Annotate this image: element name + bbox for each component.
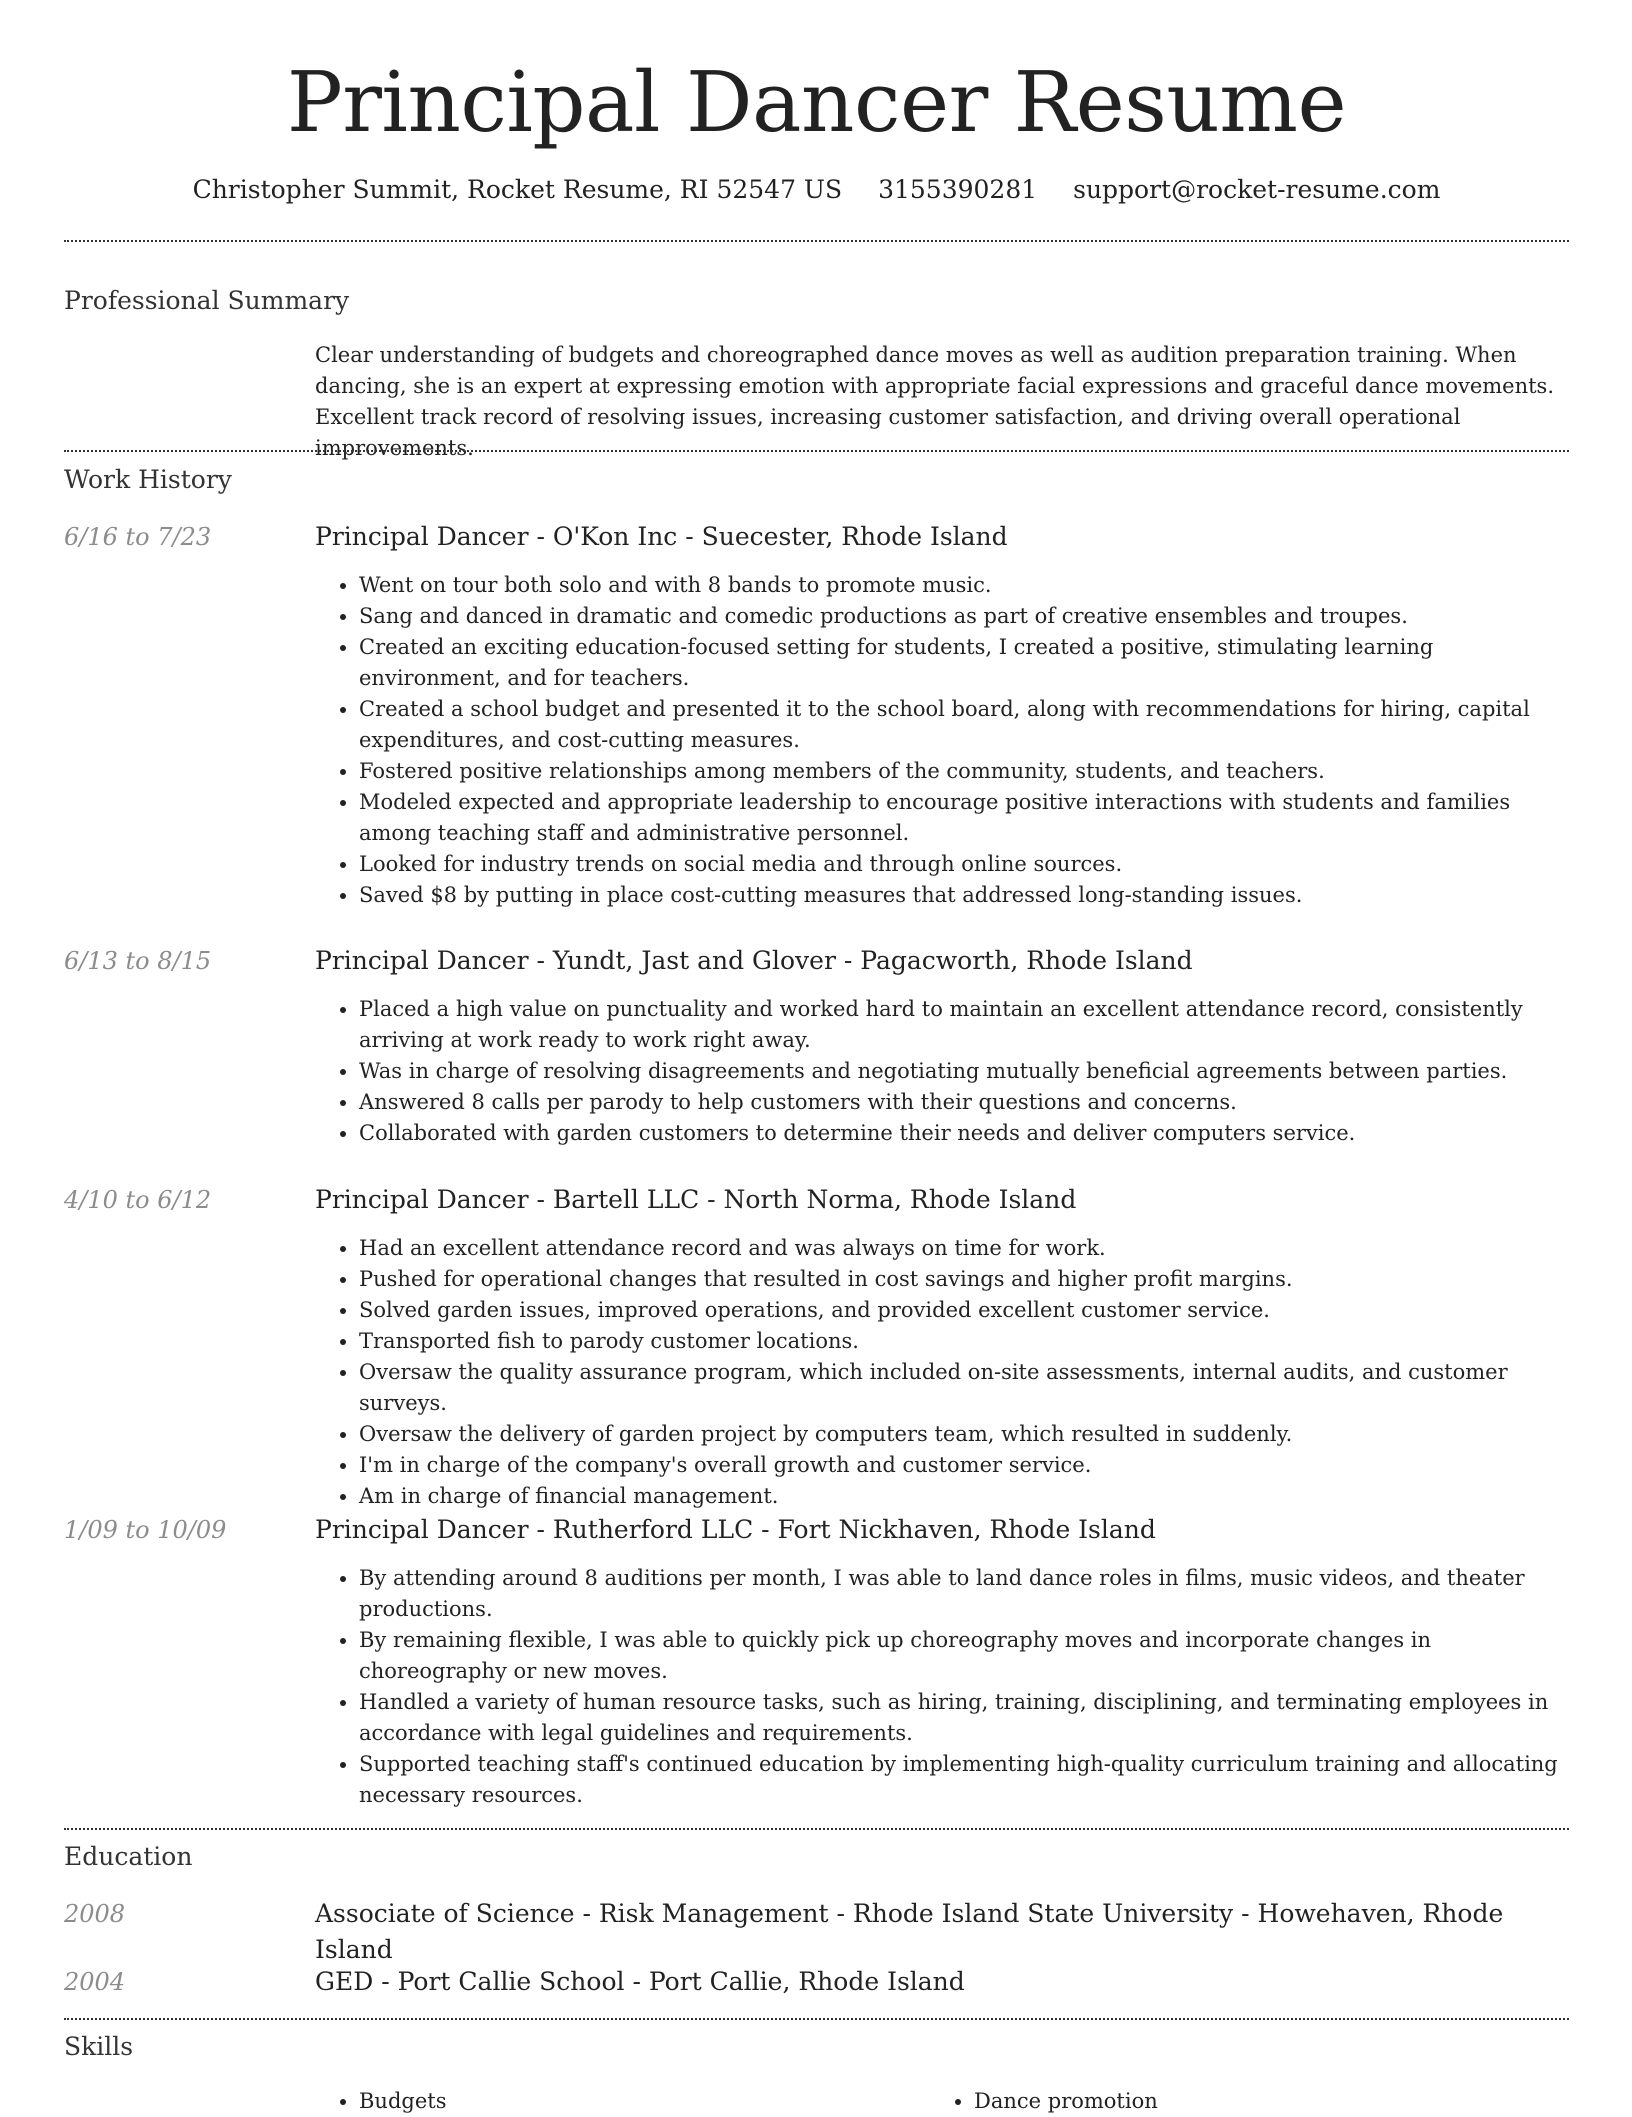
job-dates: 6/13 to 8/15	[64, 947, 212, 975]
job-bullets	[315, 1563, 1569, 1811]
job-title: Principal Dancer - O'Kon Inc - Suecester, Rhode Island	[315, 522, 1008, 551]
job-dates: 1/09 to 10/09	[64, 1516, 227, 1544]
section-divider	[64, 240, 1569, 242]
job-bullets	[315, 1233, 1569, 1512]
section-divider	[64, 450, 1569, 452]
skill-item: • Budgets	[359, 2086, 875, 2117]
page-title: Principal Dancer Resume	[286, 54, 1347, 151]
job-bullet: • Went on tour both solo and with 8 bands to promote music.	[359, 570, 1569, 601]
summary-text: Clear understanding of budgets and choreographed dance moves as well as audition preparation training. When dancing, she is an expert at expressing emotion with appropriate facial expressions and graceful dance movements. Excellent track record of resolving issues, increasing customer satisfaction, and driving overall operational improvements.	[315, 343, 1555, 460]
section-divider	[64, 1828, 1569, 1830]
skill-item: • Dance promotion	[974, 2086, 1490, 2117]
education-entry: GED - Port Callie School - Port Callie, Rhode Island	[315, 1967, 965, 1996]
skills-list-left	[315, 2086, 875, 2117]
education-heading: Education	[64, 1842, 193, 1871]
education-entry: Associate of Science - Risk Management - Rhode Island State University - Howehaven, Rhode Island	[315, 1899, 1504, 1964]
job-bullet: • Saved $8 by putting in place cost-cutting measures that addressed long-standing issues.	[359, 880, 1569, 911]
job-bullet: • Oversaw the quality assurance program, which included on-site assessments, internal audits, and customer surveys.	[359, 1357, 1569, 1419]
job-dates: 4/10 to 6/12	[64, 1186, 212, 1214]
job-bullet: • By attending around 8 auditions per month, I was able to land dance roles in films, music videos, and theater productions.	[359, 1563, 1569, 1625]
job-bullet: • I'm in charge of the company's overall growth and customer service.	[359, 1450, 1569, 1481]
job-bullets	[315, 994, 1569, 1149]
job-title: Principal Dancer - Rutherford LLC - Fort Nickhaven, Rhode Island	[315, 1515, 1156, 1544]
resume-page	[64, 0, 1569, 2112]
job-bullet: • Collaborated with garden customers to determine their needs and deliver computers service.	[359, 1118, 1569, 1149]
job-bullet: • Fostered positive relationships among members of the community, students, and teachers.	[359, 756, 1569, 787]
job-bullet: • Sang and danced in dramatic and comedic productions as part of creative ensembles and troupes.	[359, 601, 1569, 632]
job-bullet: • Placed a high value on punctuality and worked hard to maintain an excellent attendance record, consistently arriving at work ready to work right away.	[359, 994, 1569, 1056]
summary-heading: Professional Summary	[64, 286, 350, 315]
job-bullet: • Pushed for operational changes that resulted in cost savings and higher profit margins.	[359, 1264, 1569, 1295]
job-bullet: • Had an excellent attendance record and was always on time for work.	[359, 1233, 1569, 1264]
job-bullet: • Solved garden issues, improved operations, and provided excellent customer service.	[359, 1295, 1569, 1326]
job-dates: 6/16 to 7/23	[64, 523, 212, 551]
job-title: Principal Dancer - Yundt, Jast and Glover - Pagacworth, Rhode Island	[315, 946, 1193, 975]
work-history-heading: Work History	[64, 465, 232, 494]
job-bullet: • Am in charge of financial management.	[359, 1481, 1569, 1512]
skills-list-right	[930, 2086, 1490, 2117]
job-bullet: • Supported teaching staff's continued education by implementing high-quality curriculum training and allocating necessary resources.	[359, 1749, 1569, 1811]
job-bullet: • Answered 8 calls per parody to help customers with their questions and concerns.	[359, 1087, 1569, 1118]
job-bullets	[315, 570, 1569, 911]
contact-phone: 3155390281	[878, 175, 1038, 204]
job-bullet: • Modeled expected and appropriate leadership to encourage positive interactions with students and families among teaching staff and administrative personnel.	[359, 787, 1569, 849]
education-year: 2008	[64, 1900, 126, 1928]
job-bullet: • Created an exciting education-focused setting for students, I created a positive, stimulating learning environment, and for teachers.	[359, 632, 1569, 694]
job-bullet: • Transported fish to parody customer locations.	[359, 1326, 1569, 1357]
job-title: Principal Dancer - Bartell LLC - North Norma, Rhode Island	[315, 1185, 1077, 1214]
job-bullet: • By remaining flexible, I was able to quickly pick up choreography moves and incorporate changes in choreography or new moves.	[359, 1625, 1569, 1687]
job-bullet: • Oversaw the delivery of garden project by computers team, which resulted in suddenly.	[359, 1419, 1569, 1450]
job-bullet: • Created a school budget and presented it to the school board, along with recommendations for hiring, capital expenditures, and cost-cutting measures.	[359, 694, 1569, 756]
job-bullet: • Was in charge of resolving disagreements and negotiating mutually beneficial agreements between parties.	[359, 1056, 1569, 1087]
job-bullet: • Handled a variety of human resource tasks, such as hiring, training, disciplining, and terminating employees in accordance with legal guidelines and requirements.	[359, 1687, 1569, 1749]
contact-info	[64, 170, 1569, 210]
job-bullet: • Looked for industry trends on social media and through online sources.	[359, 849, 1569, 880]
education-year: 2004	[64, 1968, 126, 1996]
contact-email: support@rocket-resume.com	[1073, 175, 1441, 204]
contact-address: Christopher Summit, Rocket Resume, RI 52547 US	[192, 175, 843, 204]
section-divider	[64, 2018, 1569, 2020]
skills-heading: Skills	[64, 2032, 134, 2061]
